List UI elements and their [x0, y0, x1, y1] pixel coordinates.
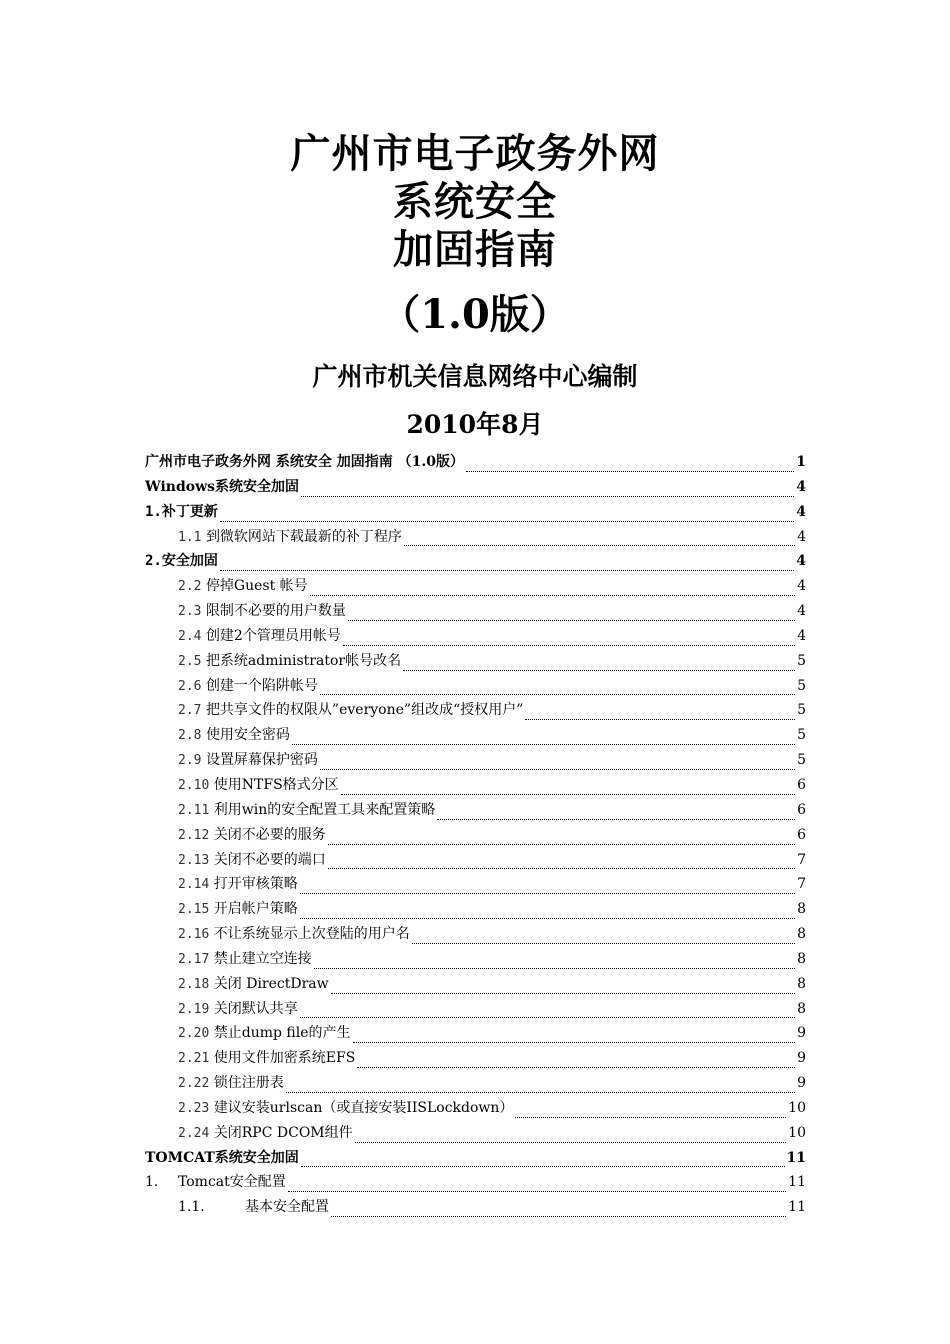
- toc-entry-label: 把共享文件的权限从”everyone”组改成“授权用户”: [205, 702, 524, 719]
- toc-entry-label: 利用win的安全配置工具来配置策略: [213, 801, 436, 818]
- toc-entry-label: TOMCAT系统安全加固: [145, 1149, 299, 1166]
- toc-entry-label: 关闭不必要的服务: [213, 826, 326, 843]
- toc-entry-number: 2.7: [178, 703, 202, 719]
- toc-entry[interactable]: [145, 600, 806, 625]
- toc-page-number: 9: [797, 1025, 806, 1042]
- toc-page-number: 8: [797, 975, 806, 992]
- toc-dot-leader: [288, 1190, 786, 1192]
- toc-page-number: 9: [797, 1050, 806, 1067]
- toc-page-number: 6: [797, 776, 806, 793]
- toc-entry-label: 广州市电子政务外网 系统安全 加固指南 （1.0版）: [145, 454, 464, 470]
- toc-dot-leader: [515, 1116, 786, 1118]
- toc-page-number: 4: [796, 478, 806, 495]
- toc-entry-label: 开启帐户策略: [213, 901, 298, 918]
- toc-entry-number: 2.16: [178, 927, 210, 943]
- toc-entry[interactable]: [145, 476, 806, 501]
- toc-page-number: 1: [796, 454, 806, 470]
- toc-dot-leader: [331, 1215, 786, 1217]
- toc-page-number: 5: [797, 752, 806, 769]
- title-version: （1.0版）: [380, 291, 570, 338]
- toc-dot-leader: [301, 495, 794, 497]
- toc-entry-number: 1.1.: [178, 1199, 205, 1216]
- toc-entry[interactable]: [145, 973, 806, 998]
- toc-page-number: 4: [797, 578, 806, 595]
- toc-entry-label: 锁住注册表: [213, 1075, 284, 1092]
- toc-page-number: 4: [797, 603, 806, 620]
- toc-dot-leader: [437, 818, 795, 820]
- toc-entry-label: 建议安装urlscan（或直接安装IISLockdown）: [213, 1099, 514, 1116]
- toc-dot-leader: [403, 669, 795, 671]
- toc-page-number: 6: [797, 801, 806, 818]
- toc-entry-number: 2.11: [178, 802, 210, 818]
- toc-dot-leader: [343, 644, 795, 646]
- toc-entry[interactable]: [145, 550, 806, 575]
- toc-dot-leader: [466, 470, 794, 472]
- toc-entry-number: 2.13: [178, 852, 210, 868]
- toc-dot-leader: [301, 1165, 785, 1167]
- toc-entry-label: 安全加固: [161, 553, 218, 570]
- toc-dot-leader: [404, 544, 795, 546]
- toc-entry-number: 2.: [145, 553, 162, 570]
- toc-entry[interactable]: [145, 824, 806, 849]
- toc-page-number: 11: [788, 1174, 806, 1191]
- toc-entry-number: 2.4: [178, 628, 202, 644]
- document-title: [0, 130, 950, 274]
- title-line-2: 系统安全: [393, 178, 557, 225]
- toc-entry[interactable]: [145, 998, 806, 1023]
- toc-entry-label: 限制不必要的用户数量: [205, 603, 346, 620]
- organization-line: 广州市机关信息网络中心编制: [312, 362, 638, 391]
- toc-entry-label: Windows系统安全加固: [145, 478, 300, 495]
- title-line-1: 广州市电子政务外网: [290, 130, 660, 177]
- toc-page-number: 5: [797, 677, 806, 694]
- toc-page-number: 7: [797, 876, 806, 893]
- toc-entry-number: 2.17: [178, 951, 210, 967]
- toc-entry[interactable]: [145, 873, 806, 898]
- toc-entry-label: 停掉Guest 帐号: [205, 578, 308, 595]
- toc-entry-number: 2.23: [178, 1100, 210, 1116]
- toc-dot-leader: [355, 1141, 787, 1143]
- toc-entry-label: 基本安全配置: [245, 1199, 329, 1216]
- toc-entry[interactable]: [145, 1171, 806, 1196]
- toc-entry[interactable]: [145, 699, 806, 724]
- toc-entry-label: 补丁更新: [161, 503, 218, 520]
- toc-page-number: 8: [797, 926, 806, 943]
- toc-entry-number: 1.: [145, 1174, 159, 1191]
- toc-entry[interactable]: [145, 849, 806, 874]
- toc-entry[interactable]: [145, 1196, 806, 1221]
- toc-entry[interactable]: [145, 923, 806, 948]
- toc-dot-leader: [220, 569, 794, 571]
- toc-entry[interactable]: [145, 898, 806, 923]
- title-line-3: 加固指南: [393, 226, 557, 273]
- toc-dot-leader: [328, 843, 795, 845]
- toc-entry-label: 关闭 DirectDraw: [213, 975, 329, 992]
- toc-dot-leader: [320, 768, 795, 770]
- toc-entry-label: 创建2个管理员用帐号: [205, 627, 341, 644]
- toc-dot-leader: [310, 594, 795, 596]
- toc-entry-number: 2.19: [178, 1001, 210, 1017]
- toc-entry-label: 关闭不必要的端口: [213, 851, 326, 868]
- toc-dot-leader: [328, 867, 795, 869]
- toc-entry[interactable]: [145, 1022, 806, 1047]
- toc-dot-leader: [300, 1016, 795, 1018]
- toc-dot-leader: [320, 693, 795, 695]
- toc-page-number: 10: [788, 1099, 806, 1116]
- toc-entry[interactable]: [145, 526, 806, 551]
- toc-page-number: 4: [796, 553, 806, 570]
- toc-entry[interactable]: [145, 724, 806, 749]
- toc-page-number: 7: [797, 851, 806, 868]
- toc-entry-number: 2.21: [178, 1051, 210, 1067]
- toc-dot-leader: [331, 992, 795, 994]
- toc-entry-number: 2.2: [178, 579, 202, 595]
- toc-entry-number: 2.3: [178, 604, 202, 620]
- toc-entry-label: 使用安全密码: [205, 727, 290, 744]
- toc-entry-label: Tomcat安全配置: [178, 1174, 286, 1191]
- toc-dot-leader: [348, 619, 795, 621]
- toc-page-number: 4: [796, 503, 806, 520]
- toc-entry-number: 2.22: [178, 1076, 210, 1092]
- toc-entry-label: 使用NTFS格式分区: [213, 776, 339, 793]
- toc-dot-leader: [300, 892, 795, 894]
- toc-page-number: 4: [797, 528, 806, 545]
- toc-entry[interactable]: [145, 625, 806, 650]
- toc-entry[interactable]: [145, 749, 806, 774]
- toc-dot-leader: [353, 1041, 796, 1043]
- toc-entry-label: 不让系统显示上次登陆的用户名: [213, 926, 410, 943]
- toc-entry[interactable]: [145, 799, 806, 824]
- toc-dot-leader: [314, 967, 795, 969]
- toc-dot-leader: [412, 942, 795, 944]
- table-of-contents: [145, 451, 806, 1221]
- toc-page-number: 8: [797, 901, 806, 918]
- toc-entry-label: 打开审核策略: [213, 876, 298, 893]
- toc-entry-number: 1.: [145, 503, 162, 520]
- toc-entry[interactable]: [145, 451, 806, 476]
- toc-dot-leader: [300, 917, 795, 919]
- toc-dot-leader: [286, 1091, 795, 1093]
- toc-page-number: 11: [786, 1149, 806, 1166]
- toc-entry-label: 使用文件加密系统EFS: [213, 1050, 356, 1067]
- toc-entry[interactable]: [145, 1147, 806, 1172]
- date-line: 2010年8月: [406, 410, 544, 439]
- toc-entry-number: 2.6: [178, 678, 202, 694]
- toc-entry[interactable]: [145, 650, 806, 675]
- toc-page-number: 9: [797, 1075, 806, 1092]
- toc-entry-number: 2.15: [178, 902, 210, 918]
- toc-entry-number: 2.20: [178, 1026, 210, 1042]
- toc-page-number: 10: [788, 1124, 806, 1141]
- toc-entry[interactable]: [145, 1122, 806, 1147]
- toc-entry-label: 创建一个陷阱帐号: [205, 677, 318, 694]
- toc-entry-number: 2.10: [178, 777, 210, 793]
- toc-entry-number: 2.8: [178, 728, 202, 744]
- toc-entry[interactable]: [145, 575, 806, 600]
- toc-entry-number: 2.9: [178, 753, 202, 769]
- toc-page-number: 6: [797, 826, 806, 843]
- toc-page-number: 4: [797, 627, 806, 644]
- toc-dot-leader: [292, 743, 795, 745]
- toc-page-number: 8: [797, 1000, 806, 1017]
- toc-entry-label: 禁止建立空连接: [213, 950, 312, 967]
- toc-entry-number: 2.12: [178, 827, 210, 843]
- toc-entry-number: 2.5: [178, 653, 202, 669]
- toc-entry[interactable]: [145, 1047, 806, 1072]
- toc-dot-leader: [357, 1066, 795, 1068]
- toc-dot-leader: [341, 793, 795, 795]
- toc-entry-label: 把系统administrator帐号改名: [205, 652, 402, 669]
- toc-entry[interactable]: [145, 948, 806, 973]
- toc-entry-number: 2.24: [178, 1125, 210, 1141]
- toc-entry-number: 2.18: [178, 976, 210, 992]
- toc-entry[interactable]: [145, 501, 806, 526]
- toc-page-number: 8: [797, 950, 806, 967]
- toc-entry-label: 禁止dump file的产生: [213, 1025, 351, 1042]
- toc-dot-leader: [525, 718, 795, 720]
- toc-page-number: 11: [788, 1199, 806, 1216]
- toc-entry-label: 设置屏幕保护密码: [205, 752, 318, 769]
- toc-dot-leader: [220, 520, 794, 522]
- toc-page-number: 5: [797, 727, 806, 744]
- toc-page-number: 5: [797, 702, 806, 719]
- toc-entry[interactable]: [145, 1097, 806, 1122]
- toc-entry[interactable]: [145, 774, 806, 799]
- toc-entry-label: 关闭RPC DCOM组件: [213, 1124, 353, 1141]
- toc-entry-label: 到微软网站下载最新的补丁程序: [205, 528, 402, 545]
- toc-entry-label: 关闭默认共享: [213, 1000, 298, 1017]
- toc-entry[interactable]: [145, 675, 806, 700]
- toc-page-number: 5: [797, 652, 806, 669]
- toc-entry-number: 2.14: [178, 877, 210, 893]
- toc-entry[interactable]: [145, 1072, 806, 1097]
- toc-entry-number: 1.1: [178, 529, 202, 545]
